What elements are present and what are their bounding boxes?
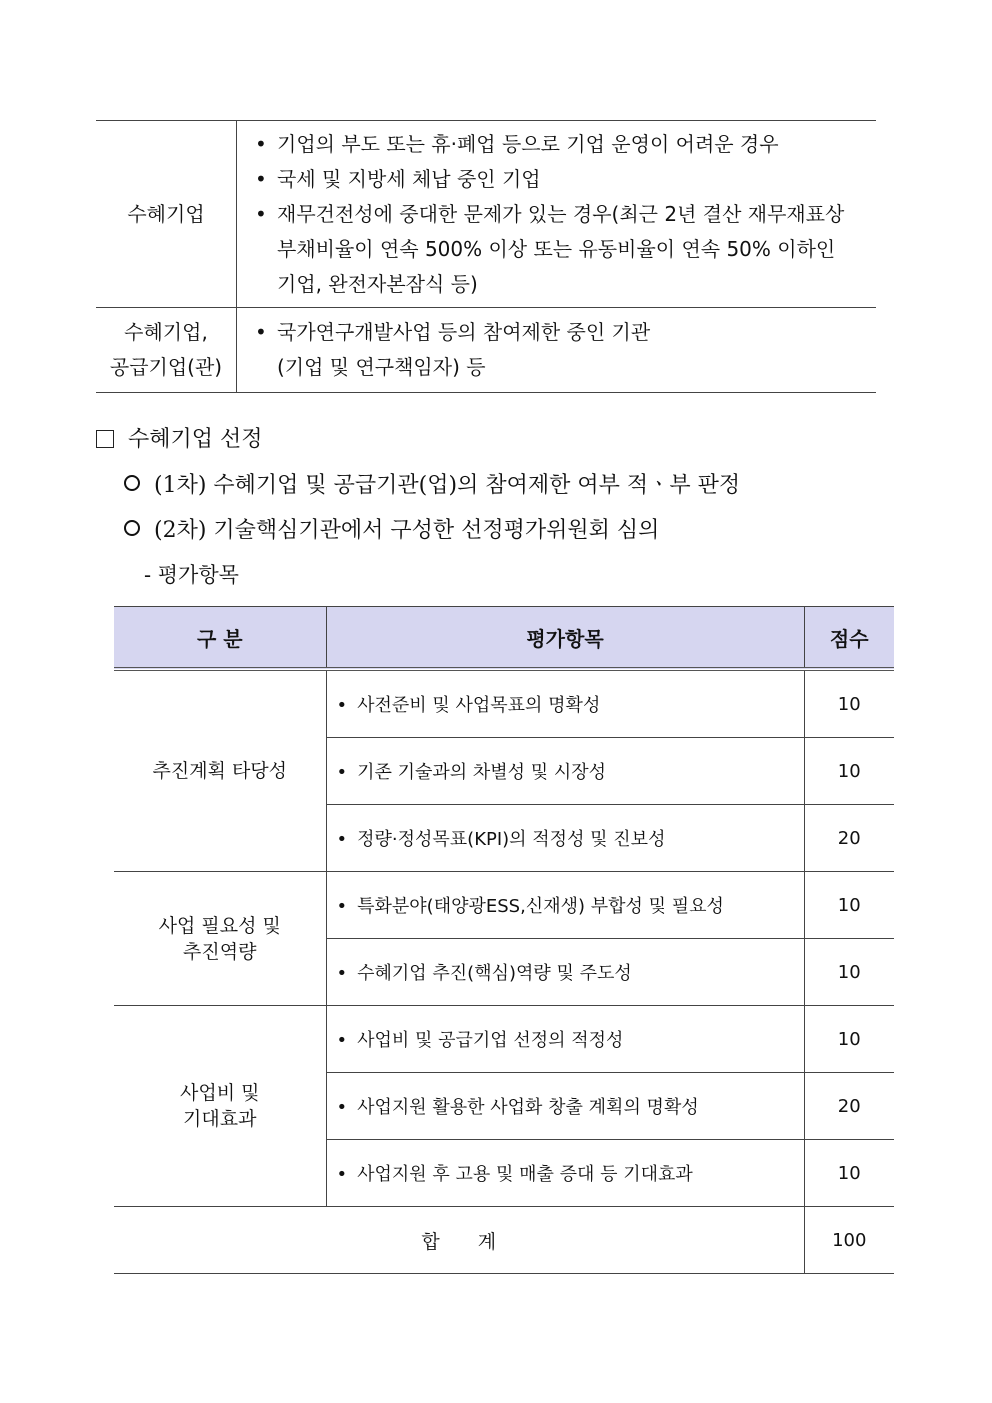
restriction-table bbox=[96, 120, 876, 393]
item-text: 정량·정성목표(KPI)의 적정성 및 진보성 bbox=[357, 829, 666, 850]
score-cell: 10 bbox=[804, 669, 894, 738]
step-item bbox=[124, 513, 659, 544]
header-category: 구 분 bbox=[114, 607, 326, 670]
score-cell: 10 bbox=[804, 1006, 894, 1073]
table-header-row bbox=[114, 607, 894, 670]
bullet-dot: • bbox=[255, 131, 267, 156]
step-item bbox=[124, 468, 740, 499]
item-cell bbox=[326, 1140, 804, 1207]
bullet-text: 기업의 부도 또는 휴·폐업 등으로 기업 운영이 어려운 경우 bbox=[277, 131, 779, 156]
group-name: 사업 필요성 및 bbox=[158, 914, 281, 937]
score-cell: 20 bbox=[804, 1073, 894, 1140]
step-text: (1차) 수혜기업 및 공급기관(업)의 참여제한 여부 적ㆍ부 판정 bbox=[154, 473, 741, 498]
restriction-bullet bbox=[255, 315, 876, 350]
item-text: 사업지원 후 고용 및 매출 증대 등 기대효과 bbox=[357, 1164, 693, 1185]
bullet-dot: • bbox=[336, 1097, 348, 1118]
section-title bbox=[96, 422, 263, 453]
bullet-text: 국가연구개발사업 등의 참여제한 중인 기관 bbox=[277, 320, 651, 344]
circle-bullet-icon bbox=[124, 475, 140, 491]
restriction-bullet bbox=[255, 162, 876, 197]
table-row bbox=[114, 669, 894, 738]
bullet-dot: • bbox=[336, 762, 348, 783]
item-text: 사전준비 및 사업목표의 명확성 bbox=[357, 695, 601, 716]
score-cell: 10 bbox=[804, 872, 894, 939]
step-text: (2차) 기술핵심기관에서 구성한 선정평가위원회 심의 bbox=[154, 518, 660, 543]
circle-bullet-icon bbox=[124, 520, 140, 536]
restriction-content bbox=[237, 121, 877, 308]
item-cell bbox=[326, 872, 804, 939]
item-text: 사업지원 활용한 사업화 창출 계획의 명확성 bbox=[357, 1097, 699, 1118]
score-cell: 20 bbox=[804, 805, 894, 872]
score-cell: 10 bbox=[804, 1140, 894, 1207]
sub-heading: - 평가항목 bbox=[144, 563, 239, 587]
restriction-row bbox=[96, 308, 876, 393]
group-cell bbox=[114, 1006, 326, 1207]
table-row bbox=[114, 872, 894, 939]
bullet-dot: • bbox=[336, 829, 348, 850]
header-score: 점수 bbox=[804, 607, 894, 670]
restriction-label-line: 수혜기업, bbox=[124, 320, 208, 344]
bullet-dot: • bbox=[255, 201, 267, 226]
restriction-row bbox=[96, 121, 876, 308]
item-cell bbox=[326, 939, 804, 1006]
bullet-text: 국세 및 지방세 체납 중인 기업 bbox=[277, 166, 541, 191]
item-cell bbox=[326, 805, 804, 872]
group-cell bbox=[114, 872, 326, 1006]
item-cell bbox=[326, 1073, 804, 1140]
restriction-content bbox=[237, 308, 877, 393]
item-cell bbox=[326, 738, 804, 805]
bullet-dot: • bbox=[336, 963, 348, 984]
bullet-dot: • bbox=[255, 166, 267, 191]
bullet-dot: • bbox=[336, 1030, 348, 1051]
group-cell bbox=[114, 669, 326, 872]
restriction-bullet bbox=[255, 127, 876, 162]
restriction-label bbox=[96, 308, 237, 393]
evaluation-table bbox=[114, 606, 894, 1274]
bullet-text: 재무건전성에 중대한 문제가 있는 경우(최근 2년 결산 재무재표상 bbox=[277, 201, 845, 226]
bullet-dot: • bbox=[336, 695, 348, 716]
checkbox-square-icon bbox=[96, 430, 114, 448]
item-text: 사업비 및 공급기업 선정의 적정성 bbox=[357, 1030, 624, 1051]
group-name: 기대효과 bbox=[183, 1108, 257, 1130]
restriction-label: 수혜기업 bbox=[96, 121, 237, 308]
bullet-continuation: 부채비율이 연속 500% 이상 또는 유동비율이 연속 50% 이하인 bbox=[277, 236, 836, 261]
bullet-dot: • bbox=[336, 1164, 348, 1185]
item-cell bbox=[326, 1006, 804, 1073]
restriction-bullet bbox=[255, 197, 876, 232]
item-text: 수혜기업 추진(핵심)역량 및 주도성 bbox=[357, 963, 632, 984]
section-title-text: 수혜기업 선정 bbox=[128, 427, 263, 452]
item-text: 특화분야(태양광ESS,신재생) 부합성 및 필요성 bbox=[357, 896, 724, 917]
restriction-label-line: 공급기업(관) bbox=[109, 355, 223, 379]
total-row bbox=[114, 1207, 894, 1274]
header-item: 평가항목 bbox=[326, 607, 804, 670]
bullet-dot: • bbox=[255, 320, 267, 344]
group-name: 사업비 및 bbox=[180, 1082, 260, 1104]
group-name: 추진역량 bbox=[183, 940, 257, 963]
bullet-dot: • bbox=[336, 896, 348, 917]
score-cell: 10 bbox=[804, 939, 894, 1006]
bullet-continuation: (기업 및 연구책임자) 등 bbox=[277, 355, 486, 379]
score-cell: 10 bbox=[804, 738, 894, 805]
table-row bbox=[114, 1006, 894, 1073]
group-name: 추진계획 타당성 bbox=[152, 760, 288, 782]
item-cell bbox=[326, 669, 804, 738]
bullet-continuation: 기업, 완전자본잠식 등) bbox=[277, 271, 478, 296]
item-text: 기존 기술과의 차별성 및 시장성 bbox=[357, 762, 607, 783]
total-label: 합 계 bbox=[114, 1207, 804, 1274]
total-score: 100 bbox=[804, 1207, 894, 1274]
